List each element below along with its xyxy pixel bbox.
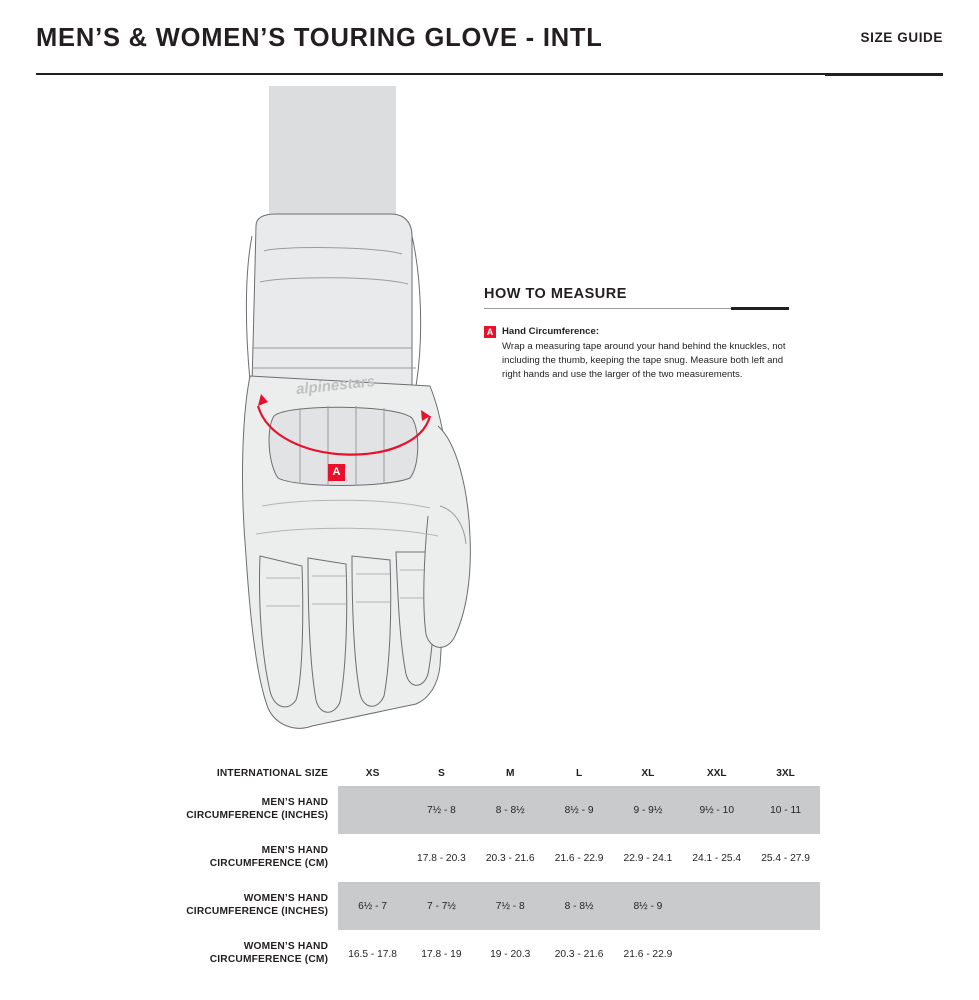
row-label-mens-inches [160,786,338,834]
cell-mens-inches-3xl: 10 - 11 [751,786,820,834]
cell-womens-inches-xxl [682,882,751,930]
row-label-mens-cm [160,834,338,882]
size-header-xl: XL [641,767,655,779]
size-header-l: L [575,767,583,779]
cell-womens-cm-m: 19 - 20.3 [490,948,531,960]
cell-womens-inches-3xl [751,882,820,930]
cell-mens-cm-m: 20.3 - 21.6 [485,852,535,864]
row-label-womens-cm [160,930,338,978]
cell-mens-cm-xl: 22.9 - 24.1 [623,852,673,864]
table-header-label: INTERNATIONAL SIZE [216,767,329,779]
how-to-measure-section [484,286,804,382]
cell-mens-cm-xs [338,834,407,882]
size-header-3xl: 3XL [776,767,795,779]
size-header-s: S [438,767,445,779]
cell-mens-inches-s: 7½ - 8 [407,786,476,834]
table-row [160,930,820,978]
cell-womens-inches-m: 7½ - 8 [476,882,545,930]
brand-label: alpinestars [295,372,376,399]
cell-womens-inches-l: 8 - 8½ [545,882,614,930]
table-header-row [160,760,820,786]
page-header [36,26,943,52]
table-row [160,834,820,882]
how-to-measure-title: HOW TO MEASURE [484,286,627,302]
size-header-m: M [505,767,515,779]
size-guide-label: SIZE GUIDE [860,30,943,45]
row-label-line2: CIRCUMFERENCE (CM) [209,858,329,869]
instruction-badge-a: A [484,326,496,338]
row-label-line1: MEN’S HAND [261,797,329,809]
size-header-xxl: XXL [706,767,727,779]
glove-illustration [216,86,556,746]
row-label-line2: CIRCUMFERENCE (CM) [209,954,329,965]
hand-circumference-instruction [484,325,804,382]
row-label-line1: MEN’S HAND [261,845,329,857]
table-row [160,786,820,834]
row-label-line1: WOMEN’S HAND [243,893,329,905]
cell-womens-cm-l: 20.3 - 21.6 [554,948,604,960]
cell-mens-inches-xs [338,786,407,834]
row-label-womens-inches [160,882,338,930]
instruction-body [502,325,802,382]
header-divider [36,73,943,75]
header-right [860,31,943,52]
cell-mens-cm-l: 21.6 - 22.9 [554,852,604,864]
size-header-xs: XS [365,767,380,779]
callout-badge-a: A [328,464,345,481]
cell-mens-cm-3xl: 25.4 - 27.9 [761,852,810,864]
header-divider-accent [825,73,943,76]
table-row [160,882,820,930]
cell-womens-cm-xs: 16.5 - 17.8 [348,948,397,960]
row-label-line1: WOMEN’S HAND [243,941,329,953]
size-chart-table [160,760,820,978]
how-to-measure-divider-accent [731,307,789,310]
row-label-line2: CIRCUMFERENCE (INCHES) [186,906,329,917]
instruction-text: Wrap a measuring tape around your hand behind the knuckles, not including the thumb, keeping the tape snug. Measure both left and right hands and use the larger of the two measurements. [502,340,786,380]
cell-womens-cm-3xl [751,930,820,978]
cell-womens-inches-s: 7 - 7½ [407,882,476,930]
cell-mens-inches-xxl: 9½ - 10 [682,786,751,834]
cell-mens-inches-m: 8 - 8½ [476,786,545,834]
row-label-line2: CIRCUMFERENCE (INCHES) [186,810,329,821]
cell-mens-inches-xl: 9 - 9½ [613,786,682,834]
cell-mens-cm-xxl: 24.1 - 25.4 [692,852,742,864]
cell-womens-cm-s: 17.8 - 19 [421,948,462,960]
cell-womens-cm-xxl [682,930,751,978]
page-title: MEN’S & WOMEN’S TOURING GLOVE - INTL [36,24,603,52]
cell-womens-inches-xs: 6½ - 7 [338,882,407,930]
cell-mens-inches-l: 8½ - 9 [545,786,614,834]
cell-womens-inches-xl: 8½ - 9 [613,882,682,930]
cell-mens-cm-s: 17.8 - 20.3 [417,852,466,864]
instruction-label: Hand Circumference: [502,326,600,337]
cell-womens-cm-xl: 21.6 - 22.9 [623,948,673,960]
how-to-measure-divider [484,308,789,309]
